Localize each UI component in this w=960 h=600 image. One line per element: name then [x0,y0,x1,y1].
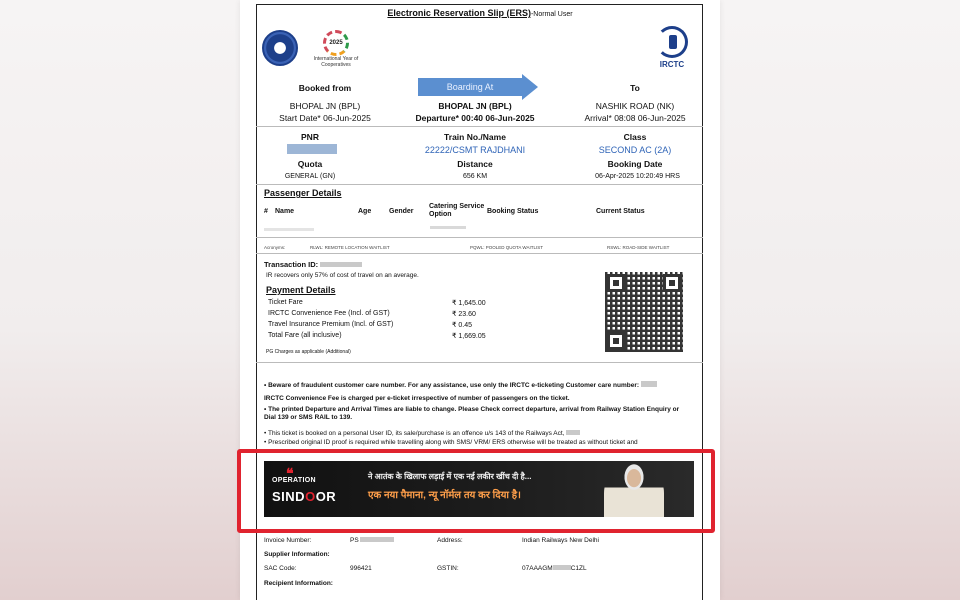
quota-value: GENERAL (GN) [284,173,336,180]
fare-row-label: Total Fare (all inclusive) [268,332,342,339]
banner-operation-label: OPERATION [272,477,316,484]
acronym-rlwl: RLWL: REMOTE LOCATION WAITLIST [310,245,390,250]
passenger-redacted [430,226,466,229]
arrival-time: Arrival* 08:08 06-Jun-2025 [584,113,686,123]
pg-note: PG Charges as applicable (Additional) [266,349,351,355]
booking-date-label: Booking Date [607,159,663,169]
quote-mark-icon: ❝ [286,465,294,481]
fare-row-amount: ₹ 1,645.00 [452,300,486,307]
transaction-redacted [320,262,362,267]
iyc-text: International Year of Cooperatives [313,56,359,68]
gstin-label: GSTIN: [437,565,459,572]
fare-row-amount: ₹ 23.60 [452,311,476,318]
train-label: Train No./Name [444,132,506,142]
booked-from-label: Booked from [298,83,352,93]
highlight-box [237,449,715,533]
fare-row-label: Travel Insurance Premium (Incl. of GST) [268,321,394,328]
sindoor-post: OR [315,489,337,504]
address-value: Indian Railways New Delhi [522,537,599,544]
transaction-label: Transaction ID: [264,260,319,269]
booking-date-value: 06-Apr-2025 10:20:49 HRS [595,173,680,180]
gstin-suffix: C1ZL [570,565,587,572]
banner-line-2: एक नया पैमाना, न्यू नॉर्मल तय कर दिया है। [368,490,521,501]
passenger-redacted [264,228,314,231]
invoice-label: Invoice Number: [264,537,312,544]
note-id-proof-text: Prescribed original ID proof is required while travelling along with SMS/ VRM/ ERS otherwise will be treated as without ticket and [268,439,638,446]
col-current-status: Current Status [596,208,645,215]
payment-details-heading: Payment Details [266,285,336,295]
qr-code-icon [603,270,685,354]
title-text: Electronic Reservation Slip (ERS) [387,8,531,18]
col-catering: Catering Service Option [429,203,485,218]
boarding-station: BHOPAL JN (BPL) [438,101,512,111]
note-fraud: • Beware of fraudulent customer care number. For any assistance, use only the IRCTC e-ticketing Customer care number: [264,381,684,390]
indian-railways-logo-icon [262,30,298,66]
iyc-logo [310,30,362,70]
note-fraud-text: Beware of fraudulent customer care number. For any assistance, use only the IRCTC e-ticketing Customer care number: [268,382,640,389]
divider [256,362,703,363]
qr-finder-icon [607,332,625,350]
title-subtitle: -Normal User [530,11,573,18]
col-booking-status: Booking Status [487,208,539,215]
transaction-id [264,260,362,269]
col-no: # [264,208,268,215]
fare-row-label: IRCTC Convenience Fee (Incl. of GST) [268,310,390,317]
sindoor-o: O [305,489,316,504]
to-label: To [630,83,640,93]
to-station: NASHIK ROAD (NK) [595,101,675,111]
acronym-rswl: RSWL: ROAD-SIDE WAITLIST [607,245,670,250]
invoice-number [350,537,394,544]
address-label: Address: [437,537,463,544]
departure-time: Departure* 00:40 06-Jun-2025 [415,113,535,123]
col-age: Age [358,208,372,215]
note-redacted [641,381,657,387]
sindoor-pre: SIND [272,489,306,504]
note-timing-text: The printed Departure and Arrival Times are liable to change. Please Check correct departure, arrival from Railway Station Enquiry or Dial 139 or SMS RAIL to 139. [264,406,680,421]
invoice-prefix: PS [350,537,359,544]
col-name: Name [275,208,295,215]
ir-note: IR recovers only 57% of cost of travel on an average. [266,272,419,279]
sac-label: SAC Code: [264,565,297,572]
arrow-right-icon [522,74,538,100]
invoice-redacted [360,537,394,542]
note-personal-id: • This ticket is booked on a personal User ID, its sale/purchase is an offence u/s 143 of the Railways Act, [264,430,689,438]
acronym-pqwl: PQWL: POOLED QUOTA WAITLIST [470,245,544,250]
supplier-label: Supplier Information: [264,551,330,558]
gstin-prefix: 07AAAGM [522,565,553,572]
fare-row-amount: ₹ 1,669.05 [452,333,486,340]
fare-row-label: Ticket Fare [268,299,303,306]
gstin-value [522,565,587,572]
boarding-at-label: Boarding At [418,78,522,96]
distance-value: 656 KM [462,173,488,180]
acronyms-label: Acronyms: [264,245,286,250]
start-date: Start Date* 06-Jun-2025 [279,113,371,123]
ticket-title [240,8,720,18]
note-personal-id-text: This ticket is booked on a personal User ID, its sale/purchase is an offence u/s 143 of the Railways Act, [267,430,565,437]
fare-row-amount: ₹ 0.45 [452,322,473,329]
irctc-logo [650,26,694,69]
quota-label: Quota [297,159,323,169]
qr-finder-icon [607,274,625,292]
note-convenience: IRCTC Convenience Fee is charged per e-ticket irrespective of number of passengers on the ticket. [264,395,570,402]
iyc-year: 2025 [329,40,343,46]
divider [256,184,703,185]
pnr-label: PNR [301,132,319,142]
pnr-redacted [287,144,337,154]
recipient-label: Recipient Information: [264,580,333,587]
irctc-mark-icon [656,26,688,58]
qr-finder-icon [663,274,681,292]
gstin-redacted [553,565,571,570]
irctc-logo-text: IRCTC [659,60,685,69]
note-id-proof: • Prescribed original ID proof is required while travelling along with SMS/ VRM/ ERS otherwise will be treated as without ticket and [264,439,638,446]
divider [256,253,703,254]
divider [256,126,703,127]
distance-label: Distance [457,159,493,169]
class-value: SECOND AC (2A) [598,145,672,155]
sac-value: 996421 [350,565,372,572]
note-timing: • The printed Departure and Arrival Times are liable to change. Please Check correct departure, arrival from Railway Station Enquiry or Dial 139 or SMS RAIL to 139. [264,406,680,421]
note-redacted [566,430,580,435]
passenger-details-heading: Passenger Details [264,188,342,198]
col-gender: Gender [389,208,414,215]
train-value: 22222/CSMT RAJDHANI [424,145,526,155]
class-label: Class [623,132,647,142]
from-station: BHOPAL JN (BPL) [289,101,361,111]
banner-line-1: ने आतंक के खिलाफ लड़ाई में एक नई लकीर खींच दी है... [368,472,532,481]
divider [256,237,703,238]
iyc-ring-icon [323,30,349,56]
